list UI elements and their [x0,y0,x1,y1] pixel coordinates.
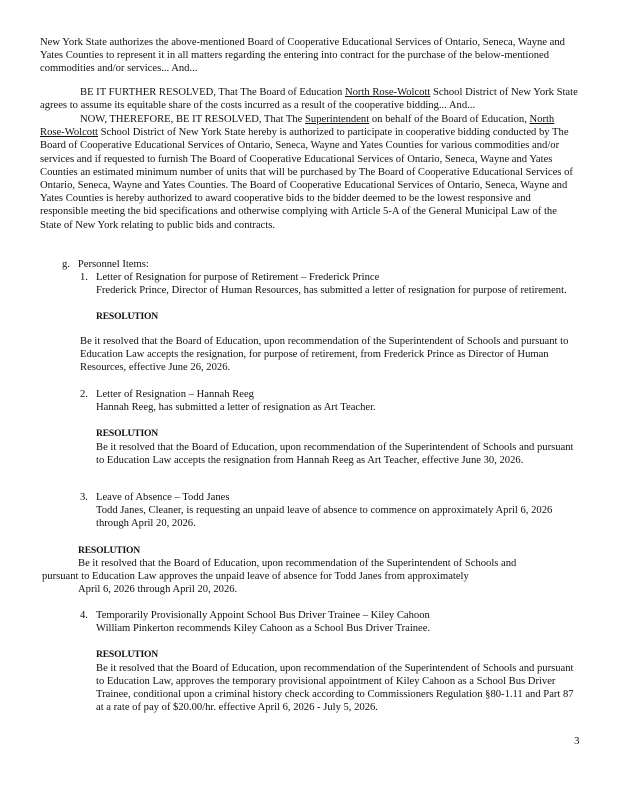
item-description: Hannah Reeg, has submitted a letter of resignation as Art Teacher. [96,402,376,414]
personnel-item-4: 4. Temporarily Provisionally Appoint School Bus Driver Trainee – Kiley Cahoon William Pinkerton recommends Kiley Cahoon as a School Bus Driver Trainee. RESOLUTION Be it resolved that the Board of Education, upon recommendation of the Superintendent of Schools and pursuant to Education Law, approves the temporary provisional appointment of Kiley Cahoon as a School Bus Driver Trainee, conditional upon a criminal history check according to Commissioners Regulation §80-1.11 and Part 87 at a rate of pay of $20.00/hr. effective April 6, 2026 - July 5, 2026. [80,609,582,714]
resolution-label: RESOLUTION [96,311,158,323]
resolution-line-3: April 6, 2026 through April 20, 2026. [78,584,238,595]
personnel-item-1: 1. Letter of Resignation for purpose of Retirement – Frederick Prince Frederick Prince, Director of Human Resources, has submitted a letter of resignation for purpose of retirement. RESOLUTION [80,271,580,324]
resolution-text-1: Be it resolved that the Board of Education, upon recommendation of the Superintendent of Schools and pursuant to Education Law accepts the resignation, for purpose of retirement, from Frederick Prince as Director of Human Resources, effective June 26, 2026. [80,336,569,374]
intro-paragraph-1: New York State authorizes the above-mentioned Board of Cooperative Educational Services of Ontario, Seneca, Wayne and Yates Counties to represent it in all matters regarding the entering into contract for the purchase of the below-mentioned commodities and/or services... And... [40,37,565,75]
item-description: Todd Janes, Cleaner, is requesting an unpaid leave of absence to commence on approximately April 6, 2026 through April 20, 2026. [96,505,553,530]
personnel-item-2: 2. Letter of Resignation – Hannah Reeg Hannah Reeg, has submitted a letter of resignation as Art Teacher. RESOLUTION Be it resolved that the Board of Education, upon recommendation of the Superintendent of Schools and pursuant to Education Law accepts the resignation from Hannah Reeg as Art Teacher, effective June 30, 2026. [80,388,582,467]
item-title: Letter of Resignation – Hannah Reeg [96,389,254,400]
resolution-text: Be it resolved that the Board of Education, upon recommendation of the Superintendent of Schools and pursuant to Education Law accepts the resignation from Hannah Reeg as Art Teacher, effective June 30, 2026. [96,441,574,466]
section-header: g. Personnel Items: [62,259,149,270]
resolution-label: RESOLUTION [96,428,158,440]
item-description: Frederick Prince, Director of Human Resources, has submitted a letter of resignation for purpose of retirement. [96,285,567,297]
resolution-line-2: pursuant to Education Law approves the unpaid leave of absence for Todd Janes from approximately [42,571,469,582]
intro-paragraph-3: NOW, THEREFORE, BE IT RESOLVED, That The Superintendent on behalf of the Board of Education, North Rose-Wolcott School District of New York State hereby is authorized to participate in cooperative bidding conducted by The Board of Cooperative Educational Services of Ontario, Seneca, Wayne and Yates Counties for various commodities and/or services and if requested to furnish The Board of Cooperative Educational Services of Ontario, Seneca, Wayne and Yates Counties an estimated minimum number of units that will be purchased by The Board of Cooperative Educational Services of Ontario, Seneca, Wayne and Yates Counties. The Board of Cooperative Educational Services of Ontario, Seneca, Wayne and Yates Counties is hereby authorized to award cooperative bids to the bidder deemed to be the lowest responsive and responsible meeting the bid specifications and otherwise complying with Article 5-A of the General Municipal Law of the State of New York relating to public bids and contracts. [40,114,573,231]
item-title: Leave of Absence – Todd Janes [96,492,230,503]
item-title: Letter of Resignation for purpose of Retirement – Frederick Prince [96,272,380,283]
resolution-label: RESOLUTION [96,649,158,661]
intro-paragraph-2: BE IT FURTHER RESOLVED, That The Board of Education North Rose-Wolcott School District of New York State agrees to assume its equitable share of the costs incurred as a result of the cooperative bidding... And... [40,87,578,112]
item-title: Temporarily Provisionally Appoint School Bus Driver Trainee – Kiley Cahoon [96,610,430,621]
personnel-item-3: 3. Leave of Absence – Todd Janes Todd Janes, Cleaner, is requesting an unpaid leave of absence to commence on approximately April 6, 2026 through April 20, 2026. [80,491,582,531]
page-number: 3 [574,735,580,747]
item-description: William Pinkerton recommends Kiley Cahoon as a School Bus Driver Trainee. [96,623,431,635]
resolution-line-1: Be it resolved that the Board of Education, upon recommendation of the Superintendent of Schools and [78,558,517,569]
district-name-link: North Rose-Wolcott [344,87,431,98]
resolution-label-3: RESOLUTION [78,545,140,556]
resolution-text: Be it resolved that the Board of Education, upon recommendation of the Superintendent of Schools and pursuant to Education Law, approves the temporary provisional appointment of Kiley Cahoon as a School Bus Driver Trainee, conditional upon a criminal history check according to Commissioners Regulation §80-1.11 and Part 87 at a rate of pay of $20.00/hr. effective April 6, 2026 - July 5, 2026. [96,662,574,714]
